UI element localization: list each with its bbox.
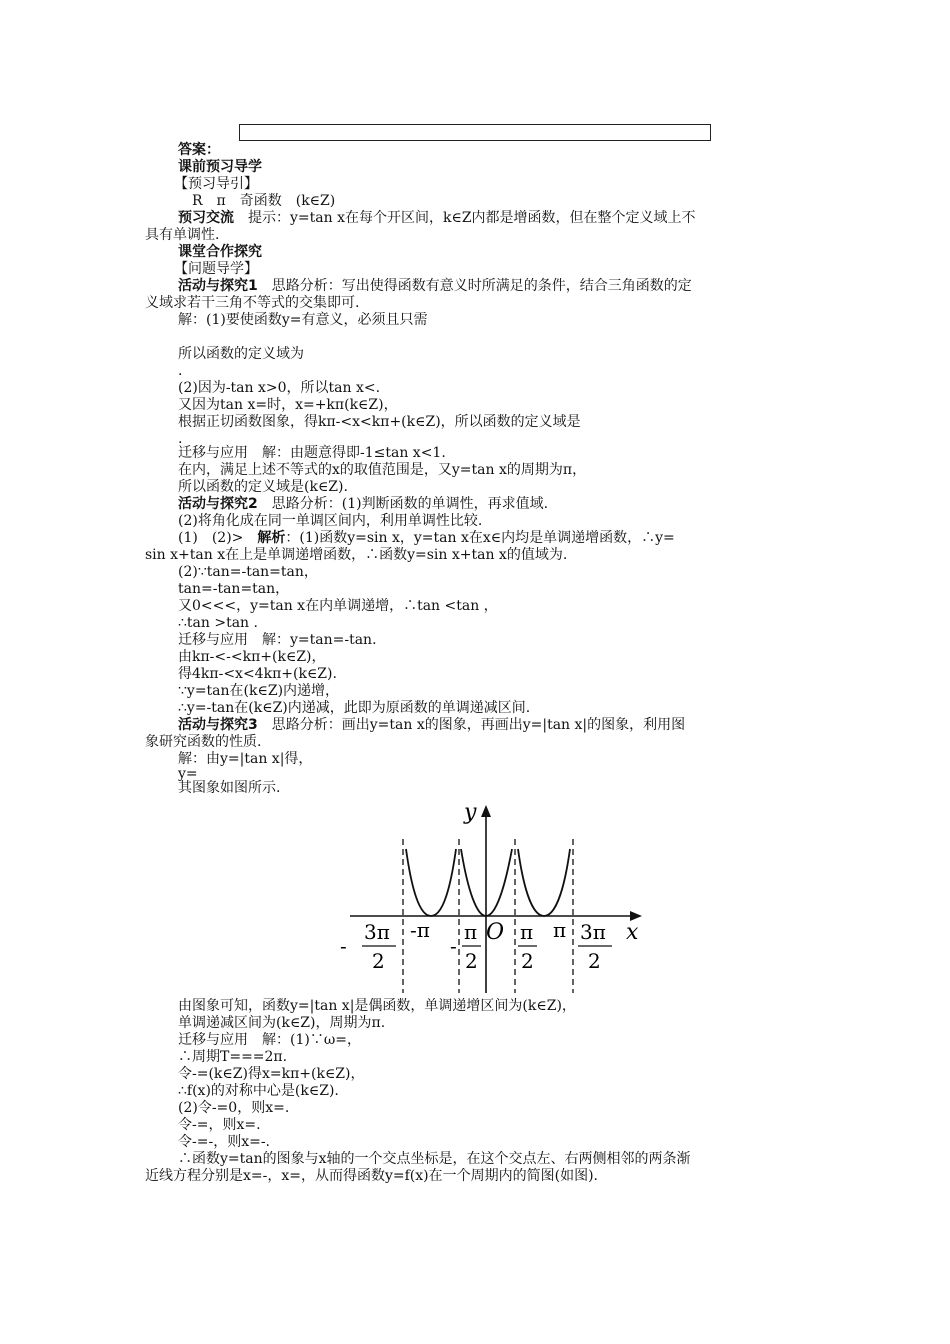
label-analysis: 解析 bbox=[257, 530, 286, 546]
text-line: 所以函数的定义域为 bbox=[178, 346, 304, 362]
text-line: 解：由y=|tan x|得， bbox=[178, 751, 313, 767]
text-line: ∴函数y=tan的图象与x轴的一个交点坐标是，在这个交点左、右两侧相邻的两条渐 bbox=[178, 1151, 691, 1167]
section-title-class: 课堂合作探究 bbox=[178, 244, 262, 260]
section-title-preview: 课前预习导学 bbox=[178, 159, 262, 175]
text-line: ∴y=-tan在(k∈Z)内递减，此即为原函数的单调递减区间. bbox=[178, 700, 531, 716]
tick-den-two: 2 bbox=[588, 949, 601, 973]
text-line: 由图象可知，函数y=|tan x|是偶函数，单调递增区间为(k∈Z)， bbox=[178, 998, 576, 1014]
label-preview-exchange: 预习交流 bbox=[178, 210, 234, 226]
tick-label-neg-pi: -π bbox=[410, 918, 430, 942]
tick-num-pi: π bbox=[464, 920, 478, 944]
text-line: 象研究函数的性质. bbox=[145, 734, 262, 750]
text-line: 令-=-，则x=-. bbox=[178, 1134, 270, 1150]
text-line: 又因为tan x=时，x=+kπ(k∈Z)， bbox=[178, 397, 398, 413]
y-axis-label: y bbox=[464, 800, 477, 825]
text-line: (1) (2)> 解析：(1)函数y=sin x，y=tan x在x∈内均是单调递增函数，∴y= bbox=[178, 530, 675, 546]
abs-tan-graph bbox=[340, 797, 650, 995]
text-line: (2)将角化成在同一单调区间内，利用单调性比较. bbox=[178, 513, 483, 529]
text-line: 近线方程分别是x=-，x=，从而得函数y=f(x)在一个周期内的简图(如图). bbox=[145, 1168, 598, 1184]
text-line: 迁移与应用 解：(1)∵ω=， bbox=[178, 1032, 361, 1048]
label-activity-1: 活动与探究1 bbox=[178, 278, 258, 294]
text-line: sin x+tan x在上是单调递增函数，∴函数y=sin x+tan x的值域为. bbox=[145, 547, 568, 563]
text-line: ∵y=tan在(k∈Z)内递增， bbox=[178, 683, 340, 699]
text-line: 得4kπ-<x<4kπ+(k∈Z). bbox=[178, 666, 337, 682]
text-line: 活动与探究1 思路分析：写出使得函数有意义时所满足的条件，结合三角函数的定 bbox=[178, 278, 692, 294]
text-line: 解：(1)要使函数y=有意义，必须且只需 bbox=[178, 312, 428, 328]
text-line: 令-=，则x=. bbox=[178, 1117, 261, 1133]
text-line: 令-=(k∈Z)得x=kπ+(k∈Z)， bbox=[178, 1066, 365, 1082]
text-line: y= bbox=[178, 766, 198, 782]
text-line: 又0<<<，y=tan x在内单调递增，∴tan <tan ， bbox=[178, 598, 498, 614]
curve-branch bbox=[518, 849, 570, 916]
text-line-rest: 提示：y=tan x在每个开区间，k∈Z内都是增函数，但在整个定义域上不 bbox=[234, 210, 696, 226]
text-line: 在内，满足上述不等式的x的取值范围是，又y=tan x的周期为π， bbox=[178, 462, 587, 478]
x-axis-label: x bbox=[626, 920, 639, 945]
answer-heading: 答案： bbox=[178, 142, 220, 158]
subsection-title: 【问题导学】 bbox=[174, 261, 258, 277]
text-line: . bbox=[178, 431, 183, 447]
text-line: 单调递减区间为(k∈Z)，周期为π. bbox=[178, 1015, 386, 1031]
tick-num-three-pi: 3π bbox=[364, 920, 390, 944]
text-line: 活动与探究2 思路分析：(1)判断函数的单调性，再求值域. bbox=[178, 496, 549, 512]
text-line bbox=[178, 210, 696, 227]
text-line: 迁移与应用 解：由题意得即-1≤tan x<1. bbox=[178, 445, 446, 461]
tick-den-two: 2 bbox=[465, 949, 478, 973]
origin-label: O bbox=[486, 920, 505, 945]
text-line: (2)因为-tan x>0，所以tan x<. bbox=[178, 380, 381, 396]
curve-branch bbox=[406, 849, 456, 916]
text-line: 所以函数的定义域是(k∈Z). bbox=[178, 479, 348, 495]
text-line: (2)∵tan=-tan=tan， bbox=[178, 564, 318, 580]
text-line: (2)令-=0，则x=. bbox=[178, 1100, 290, 1116]
tick-sign-neg-three-pi-over-2: - bbox=[340, 934, 347, 958]
text-line: . bbox=[178, 363, 183, 379]
text-line: ∴周期T===2π. bbox=[178, 1049, 288, 1065]
y-axis-arrow-icon bbox=[481, 805, 491, 817]
text-line: 义域求若干三角不等式的交集即可. bbox=[145, 295, 360, 311]
header-box bbox=[239, 124, 711, 141]
text-line: 迁移与应用 解：y=tan=-tan. bbox=[178, 632, 377, 648]
tick-label-pi: π bbox=[553, 918, 567, 942]
tick-den-two: 2 bbox=[521, 949, 534, 973]
text-line: 其图象如图所示. bbox=[178, 780, 281, 796]
subsection-title: 【预习导引】 bbox=[174, 176, 258, 192]
text-line: 活动与探究3 思路分析：画出y=tan x的图象，再画出y=|tan x|的图象，利用图 bbox=[178, 717, 686, 733]
text-line: ∴f(x)的对称中心是(k∈Z). bbox=[178, 1083, 339, 1099]
text-line: R π 奇函数 (k∈Z) bbox=[192, 193, 336, 209]
text-line: ∴tan >tan . bbox=[178, 615, 258, 631]
text-line: 由kπ-<-<kπ+(k∈Z)， bbox=[178, 649, 326, 665]
tick-num-pi: π bbox=[520, 920, 534, 944]
text-line: 具有单调性. bbox=[145, 227, 220, 243]
abs-tan-graph-figure bbox=[340, 797, 650, 999]
tick-den-two: 2 bbox=[372, 949, 385, 973]
tick-num-three-pi: 3π bbox=[580, 920, 606, 944]
tick-sign-neg-pi-over-2: - bbox=[450, 934, 457, 958]
label-activity-2: 活动与探究2 bbox=[178, 496, 258, 512]
text-line: 根据正切函数图象，得kπ-<x<kπ+(k∈Z)，所以函数的定义域是 bbox=[178, 414, 581, 430]
label-activity-3: 活动与探究3 bbox=[178, 717, 258, 733]
text-line: tan=-tan=tan， bbox=[178, 581, 290, 597]
